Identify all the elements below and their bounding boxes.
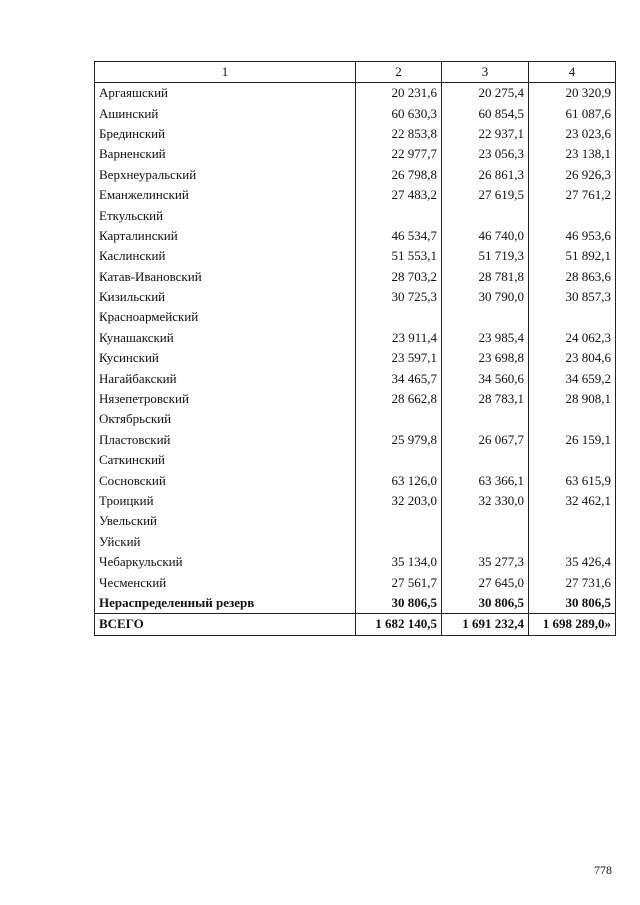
value-col2-cell: 27 483,2	[356, 185, 442, 205]
value-col2-cell: 46 534,7	[356, 226, 442, 246]
value-col4-cell: 35 426,4	[529, 552, 616, 572]
value-col2-cell	[356, 307, 442, 327]
value-col3-cell: 20 275,4	[442, 83, 529, 104]
value-col2-cell: 20 231,6	[356, 83, 442, 104]
value-col2-cell: 1 682 140,5	[356, 614, 442, 635]
table-row	[95, 124, 616, 144]
table-row	[95, 593, 616, 614]
value-col4-cell: 51 892,1	[529, 246, 616, 266]
value-col4-cell: 28 908,1	[529, 389, 616, 409]
table-row	[95, 165, 616, 185]
district-name-cell: Саткинский	[95, 450, 356, 470]
value-col2-cell: 22 977,7	[356, 144, 442, 164]
value-col3-cell	[442, 307, 529, 327]
table-body	[95, 83, 616, 636]
table-row	[95, 532, 616, 552]
table-row	[95, 185, 616, 205]
table-row	[95, 348, 616, 368]
value-col2-cell: 23 597,1	[356, 348, 442, 368]
value-col3-cell: 26 067,7	[442, 430, 529, 450]
table-row	[95, 470, 616, 490]
value-col2-cell: 51 553,1	[356, 246, 442, 266]
table-row	[95, 552, 616, 572]
table-row	[95, 491, 616, 511]
value-col3-cell: 63 366,1	[442, 470, 529, 490]
value-col3-cell: 32 330,0	[442, 491, 529, 511]
value-col2-cell: 60 630,3	[356, 103, 442, 123]
value-col3-cell: 23 056,3	[442, 144, 529, 164]
value-col4-cell	[529, 511, 616, 531]
value-col4-cell	[529, 205, 616, 225]
table-row	[95, 205, 616, 225]
value-col4-cell: 23 138,1	[529, 144, 616, 164]
table-row	[95, 226, 616, 246]
value-col3-cell: 23 985,4	[442, 328, 529, 348]
table-row	[95, 246, 616, 266]
value-col4-cell: 34 659,2	[529, 368, 616, 388]
value-col2-cell: 28 703,2	[356, 267, 442, 287]
column-header-4: 4	[529, 62, 616, 83]
value-col2-cell	[356, 511, 442, 531]
district-name-cell: Кунашакский	[95, 328, 356, 348]
value-col3-cell: 28 781,8	[442, 267, 529, 287]
total-row	[95, 614, 616, 635]
district-name-cell: Чесменский	[95, 572, 356, 592]
value-col2-cell	[356, 532, 442, 552]
value-col2-cell	[356, 409, 442, 429]
district-name-cell: Катав-Ивановский	[95, 267, 356, 287]
value-col2-cell: 28 662,8	[356, 389, 442, 409]
value-col3-cell: 22 937,1	[442, 124, 529, 144]
table-row	[95, 511, 616, 531]
table-header-row	[95, 62, 616, 83]
value-col2-cell: 32 203,0	[356, 491, 442, 511]
table-row	[95, 83, 616, 104]
district-name-cell: Брединский	[95, 124, 356, 144]
value-col3-cell	[442, 450, 529, 470]
value-col3-cell: 27 645,0	[442, 572, 529, 592]
table-row	[95, 368, 616, 388]
value-col3-cell: 30 790,0	[442, 287, 529, 307]
district-name-cell: Уйский	[95, 532, 356, 552]
value-col2-cell: 30 725,3	[356, 287, 442, 307]
value-col4-cell: 26 926,3	[529, 165, 616, 185]
value-col2-cell	[356, 450, 442, 470]
district-name-cell: Троицкий	[95, 491, 356, 511]
table-row	[95, 409, 616, 429]
district-name-cell: Чебаркульский	[95, 552, 356, 572]
value-col4-cell	[529, 450, 616, 470]
value-col3-cell	[442, 511, 529, 531]
table-row	[95, 389, 616, 409]
value-col4-cell	[529, 532, 616, 552]
value-col4-cell: 30 806,5	[529, 593, 616, 614]
value-col2-cell: 34 465,7	[356, 368, 442, 388]
value-col2-cell: 25 979,8	[356, 430, 442, 450]
district-name-cell: Увельский	[95, 511, 356, 531]
value-col4-cell: 28 863,6	[529, 267, 616, 287]
value-col4-cell: 23 023,6	[529, 124, 616, 144]
value-col3-cell: 51 719,3	[442, 246, 529, 266]
value-col4-cell: 27 731,6	[529, 572, 616, 592]
value-col4-cell: 61 087,6	[529, 103, 616, 123]
district-name-cell: Октябрьский	[95, 409, 356, 429]
table-row	[95, 450, 616, 470]
value-col4-cell: 24 062,3	[529, 328, 616, 348]
value-col3-cell	[442, 409, 529, 429]
value-col3-cell: 35 277,3	[442, 552, 529, 572]
value-col3-cell: 34 560,6	[442, 368, 529, 388]
value-col3-cell	[442, 205, 529, 225]
value-col4-cell: 23 804,6	[529, 348, 616, 368]
budget-table	[94, 61, 616, 636]
value-col3-cell: 30 806,5	[442, 593, 529, 614]
value-col4-cell	[529, 307, 616, 327]
district-name-cell: Кусинский	[95, 348, 356, 368]
value-col3-cell: 46 740,0	[442, 226, 529, 246]
value-col2-cell: 35 134,0	[356, 552, 442, 572]
table-row	[95, 307, 616, 327]
district-name-cell: Ашинский	[95, 103, 356, 123]
district-name-cell: Карталинский	[95, 226, 356, 246]
value-col4-cell	[529, 409, 616, 429]
table-row	[95, 572, 616, 592]
district-name-cell: Пластовский	[95, 430, 356, 450]
column-header-3: 3	[442, 62, 529, 83]
value-col2-cell: 27 561,7	[356, 572, 442, 592]
column-header-2: 2	[356, 62, 442, 83]
district-name-cell: Нязепетровский	[95, 389, 356, 409]
value-col2-cell: 23 911,4	[356, 328, 442, 348]
district-name-cell: Каслинский	[95, 246, 356, 266]
value-col4-cell: 46 953,6	[529, 226, 616, 246]
value-col2-cell: 63 126,0	[356, 470, 442, 490]
value-col3-cell: 23 698,8	[442, 348, 529, 368]
district-name-cell: ВСЕГО	[95, 614, 356, 635]
district-name-cell: Еманжелинский	[95, 185, 356, 205]
page-number: 778	[594, 863, 612, 877]
district-name-cell: Нагайбакский	[95, 368, 356, 388]
value-col3-cell: 1 691 232,4	[442, 614, 529, 635]
column-header-1: 1	[95, 62, 356, 83]
value-col4-cell: 26 159,1	[529, 430, 616, 450]
value-col3-cell	[442, 532, 529, 552]
value-col4-cell: 30 857,3	[529, 287, 616, 307]
district-name-cell: Кизильский	[95, 287, 356, 307]
district-name-cell: Красноармейский	[95, 307, 356, 327]
value-col2-cell	[356, 205, 442, 225]
table-row	[95, 267, 616, 287]
value-col2-cell: 22 853,8	[356, 124, 442, 144]
value-col2-cell: 30 806,5	[356, 593, 442, 614]
value-col3-cell: 28 783,1	[442, 389, 529, 409]
district-name-cell: Верхнеуральский	[95, 165, 356, 185]
table-row	[95, 144, 616, 164]
value-col4-cell: 32 462,1	[529, 491, 616, 511]
district-name-cell: Нераспределенный резерв	[95, 593, 356, 614]
value-col4-cell: 1 698 289,0»	[529, 614, 616, 635]
value-col4-cell: 20 320,9	[529, 83, 616, 104]
value-col3-cell: 60 854,5	[442, 103, 529, 123]
table-row	[95, 328, 616, 348]
value-col4-cell: 63 615,9	[529, 470, 616, 490]
district-name-cell: Сосновский	[95, 470, 356, 490]
district-name-cell: Варненский	[95, 144, 356, 164]
value-col3-cell: 26 861,3	[442, 165, 529, 185]
table-row	[95, 430, 616, 450]
district-name-cell: Еткульский	[95, 205, 356, 225]
table-row	[95, 103, 616, 123]
district-name-cell: Аргаяшский	[95, 83, 356, 104]
value-col4-cell: 27 761,2	[529, 185, 616, 205]
value-col3-cell: 27 619,5	[442, 185, 529, 205]
value-col2-cell: 26 798,8	[356, 165, 442, 185]
table-row	[95, 287, 616, 307]
